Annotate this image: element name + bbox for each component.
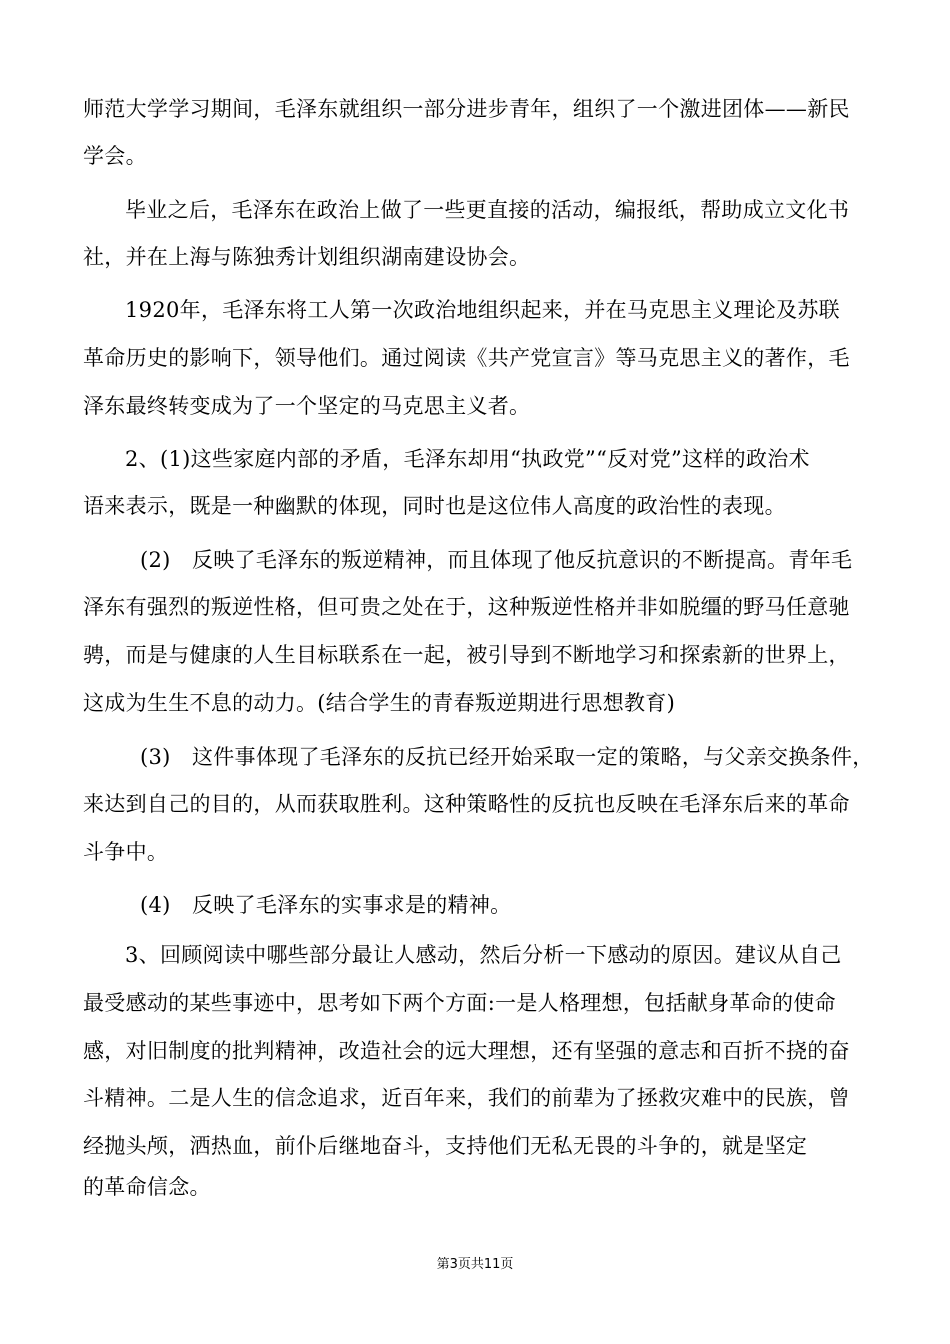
page-footer: 第3页共11页 bbox=[436, 1257, 514, 1272]
text-line: 这成为生生不息的动力。(结合学生的青春叛逆期进行思想教育) bbox=[83, 691, 676, 715]
text-line: 骋，而是与健康的人生目标联系在一起，被引导到不断地学习和探索新的世界上， bbox=[83, 643, 850, 667]
text-line: 学会。 bbox=[83, 144, 147, 168]
text-line: 泽东有强烈的叛逆性格，但可贵之处在于，这种叛逆性格并非如脱缰的野马任意驰 bbox=[83, 595, 850, 619]
text-line: 斗争中。 bbox=[83, 840, 169, 864]
text-line: 泽东最终转变成为了一个坚定的马克思主义者。 bbox=[83, 394, 531, 418]
text-line: 社，并在上海与陈独秀计划组织湖南建设协会。 bbox=[83, 245, 531, 269]
paragraph-start-line: (2) 反映了毛泽东的叛逆精神，而且体现了他反抗意识的不断提高。青年毛 bbox=[140, 548, 853, 572]
text-line: 革命历史的影响下，领导他们。通过阅读《共产党宣言》等马克思主义的著作，毛 bbox=[83, 346, 850, 370]
text-line: 斗精神。二是人生的信念追求，近百年来，我们的前辈为了拯救灾难中的民族，曾 bbox=[83, 1086, 850, 1110]
text-line: 经抛头颅，洒热血，前仆后继地奋斗，支持他们无私无畏的斗争的，就是坚定 bbox=[83, 1134, 808, 1158]
paragraph-start-line: 1920年，毛泽东将工人第一次政治地组织起来，并在马克思主义理论及苏联 bbox=[125, 298, 840, 322]
text-line: 来达到自己的目的，从而获取胜利。这种策略性的反抗也反映在毛泽东后来的革命 bbox=[83, 792, 850, 816]
text-line: 的革命信念。 bbox=[83, 1175, 211, 1199]
paragraph-start-line: 2、(1)这些家庭内部的矛盾，毛泽东却用“执政党”“反对党”这样的政治术 bbox=[125, 447, 810, 471]
text-line: 最受感动的某些事迹中，思考如下两个方面:一是人格理想，包括献身革命的使命 bbox=[83, 991, 836, 1015]
text-line: 师范大学学习期间，毛泽东就组织一部分进步青年，组织了一个激进团体——新民 bbox=[83, 97, 850, 121]
paragraph-start-line: (3) 这件事体现了毛泽东的反抗已经开始采取一定的策略，与父亲交换条件， bbox=[140, 745, 874, 769]
text-line: 感，对旧制度的批判精神，改造社会的远大理想，还有坚强的意志和百折不挠的奋 bbox=[83, 1039, 850, 1063]
paragraph-start-line: 3、回顾阅读中哪些部分最让人感动，然后分析一下感动的原因。建议从自己 bbox=[125, 943, 842, 967]
text-line: 语来表示，既是一种幽默的体现，同时也是这位伟人高度的政治性的表现。 bbox=[83, 494, 786, 518]
paragraph-start-line: (4) 反映了毛泽东的实事求是的精神。 bbox=[140, 893, 512, 917]
paragraph-start-line: 毕业之后，毛泽东在政治上做了一些更直接的活动，编报纸，帮助成立文化书 bbox=[125, 198, 850, 222]
